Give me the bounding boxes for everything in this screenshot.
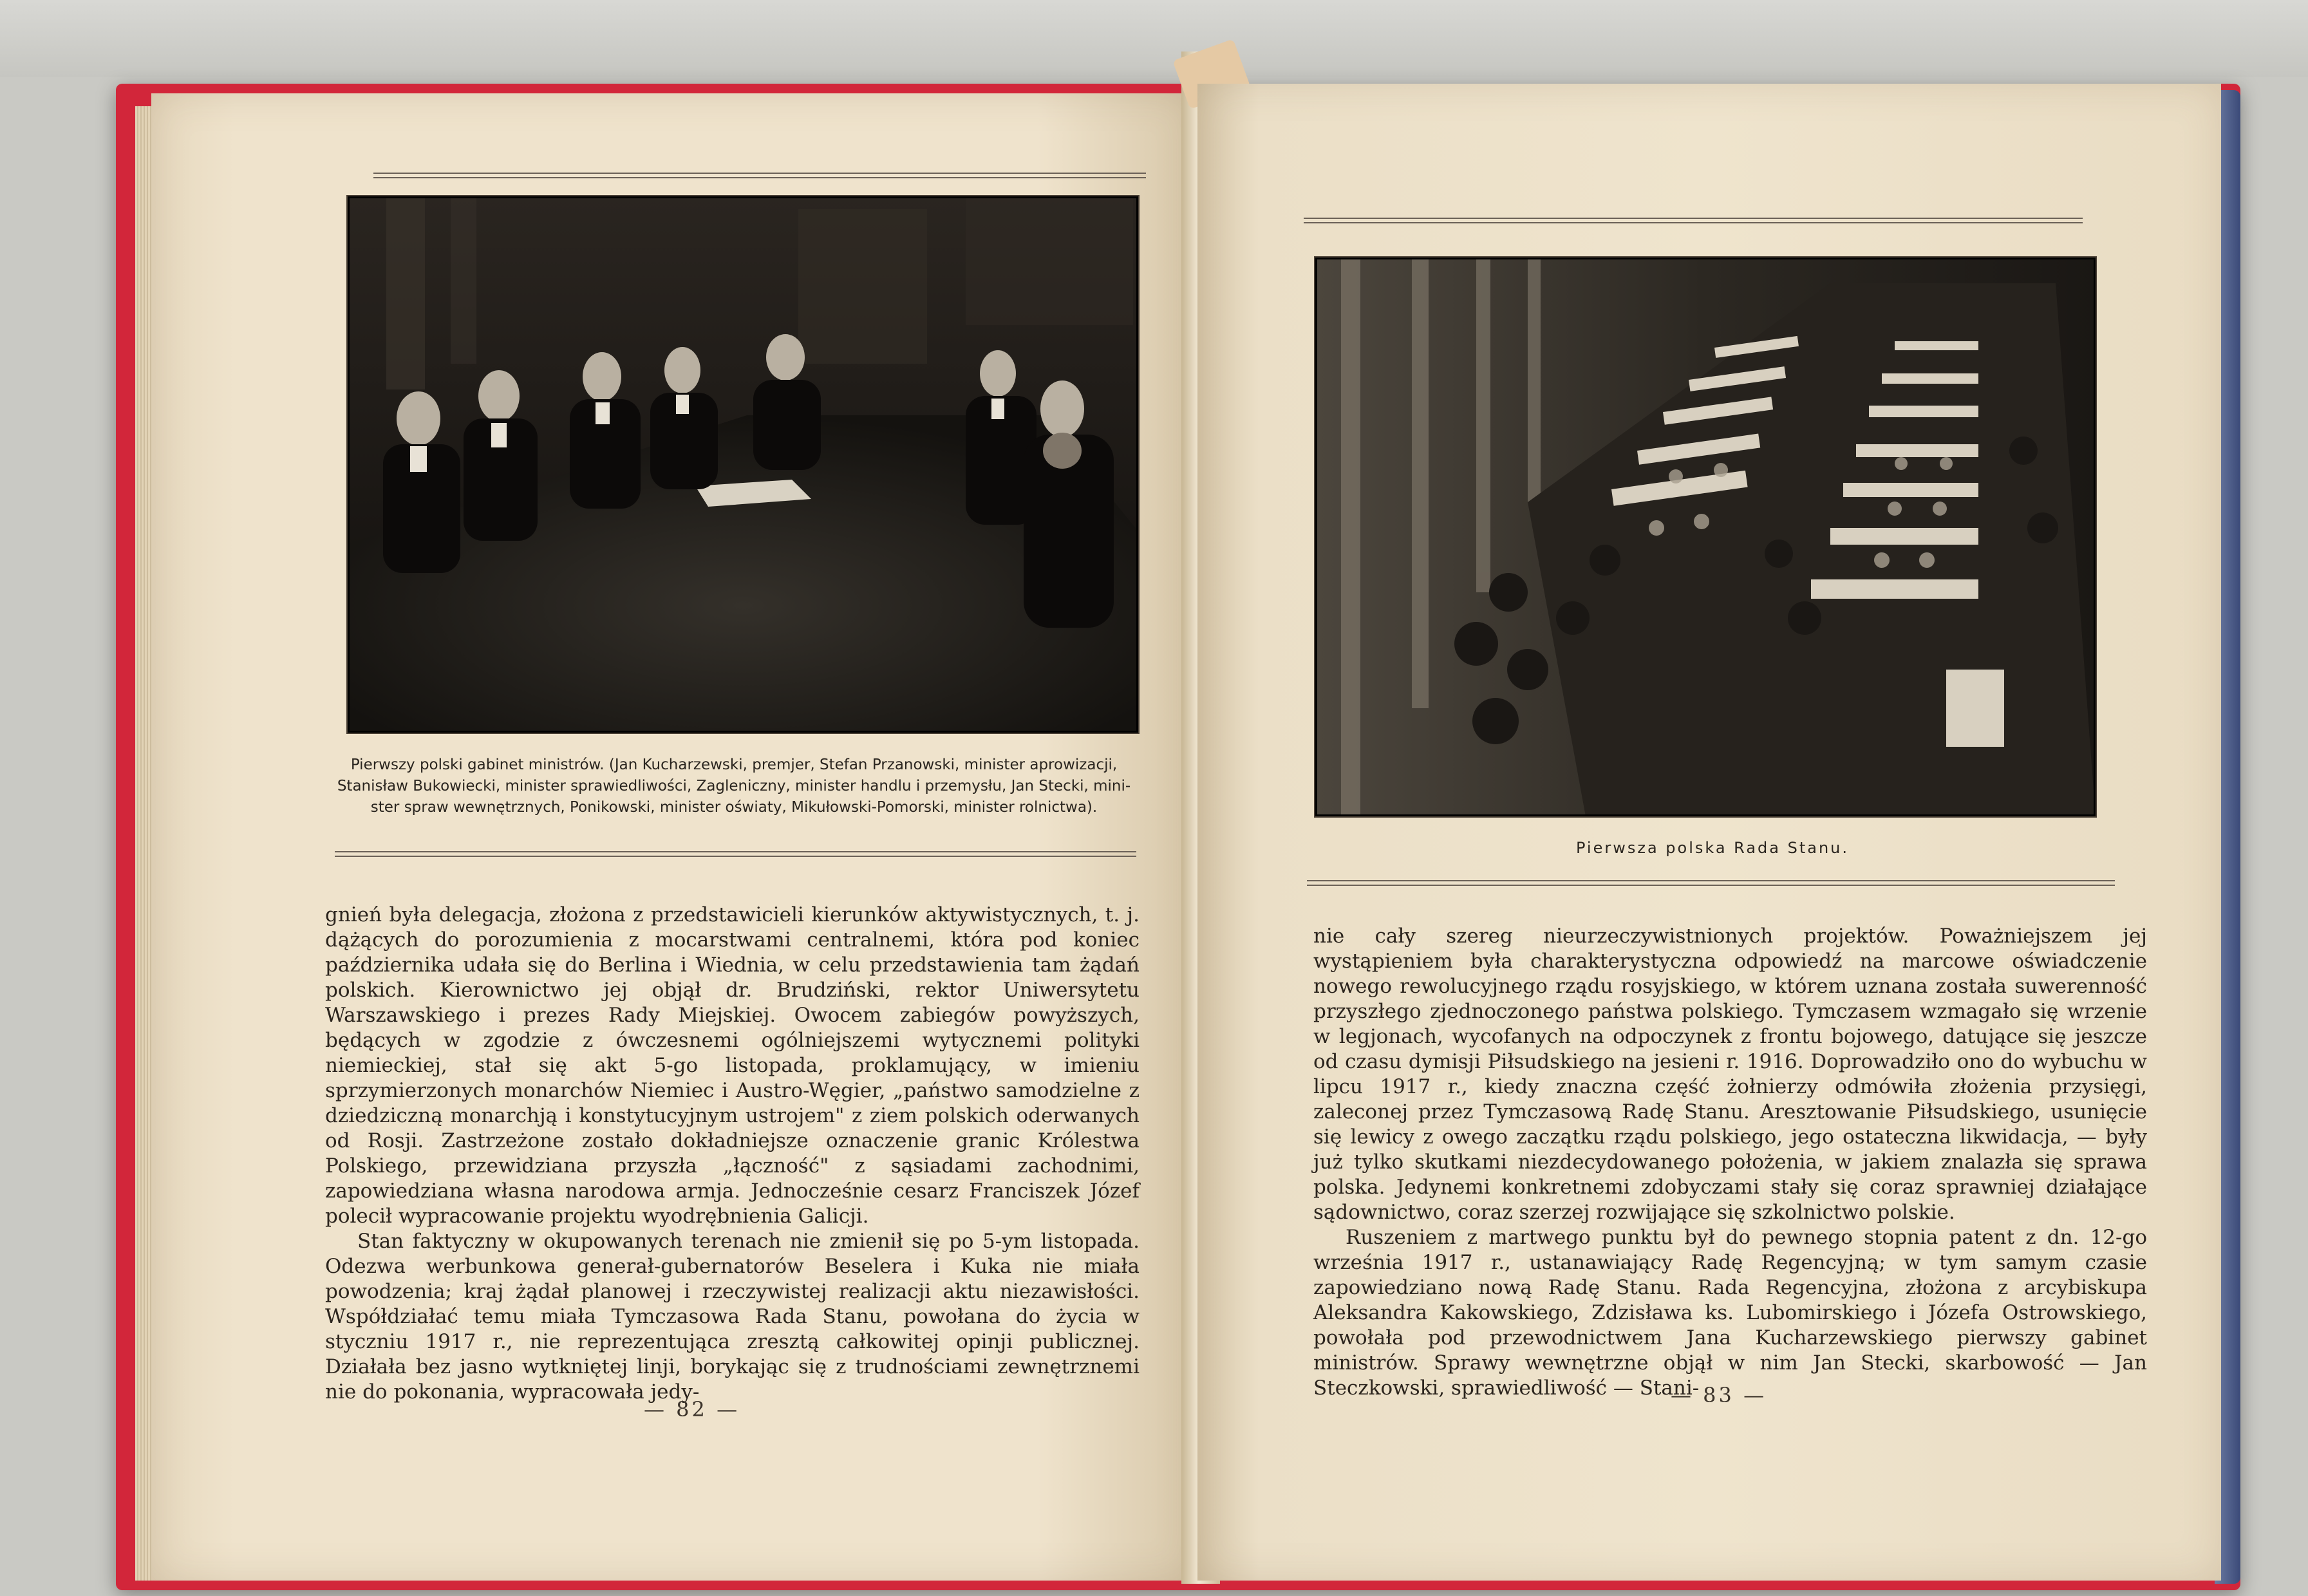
- page-number-left: — 82 —: [644, 1397, 740, 1422]
- right-page-text: [1313, 924, 2147, 1401]
- photo-caption-left: [328, 755, 1140, 818]
- paragraph: Stan faktyczny w okupowanych terenach nie zmienił się po 5-ym listopada. Odezwa werbunkowa generał-gubernatorów Beselera i Kuka nie miała powodzenia; kraj żądał planowej i rzeczywistej realizacji aktu niezawisłości. Współdziałać temu miała Tymczasowa Rada Stanu, powołana do życia w styczniu 1917 r., nie reprezentująca zresztą całkowitej opinji publicznej. Działała bez jasno wytkniętej linji, borykając się z trudnościami zewnętrznemi nie do pokonania, wypracowała jedy-: [325, 1230, 1140, 1404]
- top-rule-left: [373, 173, 1146, 174]
- paragraph: nie cały szereg nieurzeczywistnionych projektów. Poważniejszem jej wystąpieniem była charakterystyczna odpowiedź na marcowe oświadczenie nowego rewolucyjnego rządu rosyjskiego, w którem uznana została suwerenność przyszłego zjednoczonego państwa polskiego. Tymczasem wzmagało się wrzenie w legjonach, wycofanych na odpoczynek z frontu bojowego, datujące się jeszcze od czasu dymisji Piłsudskiego na jesieni r. 1916. Doprowadziło ono do wybuchu w lipcu 1917 r., kiedy znaczna część żołnierzy odmówiła złożenia przysięgi, zaleconej przez Tymczasową Radę Stanu. Aresztowanie Piłsudskiego, usunięcie się lewicy z owego zaczątku rządu polskiego, jego ostateczna likwidacja, — były już tylko skutkami niezdecydowanego położenia, w jakiem znalazła się sprawa polska. Jedynemi konkretnemi zdobyczami stały się coraz sprawniej działające sądownictwo, coraz szerzej rozwijające się szkolnictwo polskie.: [1313, 925, 2147, 1224]
- table-surface: [0, 0, 2308, 77]
- paragraph: gnień była delegacja, złożona z przedstawicieli kierunków aktywistycznych, t. j. dążących do porozumienia z mocarstwami centralnemi, która pod koniec października udała się do Berlina i Wiednia, w celu przedstawienia tam żądań polskich. Kierownictwo jej objął dr. Brudziński, rektor Uniwersytetu Warszawskiego i prezes Rady Miejskiej. Owocem zabiegów powyższych, będących w zgodzie z ówczesnemi ogólniejszemi wytycznemi polityki niemieckiej, stał się akt 5-go listopada, proklamujący, w imieniu sprzymierzonych monarchów Niemiec i Austro-Węgier, „państwo samodzielne z dziedziczną monarchją i konstytucyjnym ustrojem" z ziem polskich oderwanych od Rosji. Zastrzeżone zostało dokładniejsze oznaczenie granic Królestwa Polskiego, przewidziana przyszła „łączność" z sąsiadami zachodnimi, zapowiedziana własna narodowa armja. Jednocześnie cesarz Franciszek Józef polecił wypracowanie projektu wyodrębnienia Galicji.: [325, 903, 1140, 1228]
- council-photo: [1315, 258, 2096, 816]
- caption-rule-left: [335, 851, 1136, 852]
- page-number-right: — 83 —: [1671, 1383, 1767, 1407]
- cabinet-photo: [348, 196, 1138, 733]
- caption-line: ster spraw wewnętrznych, Ponikowski, minister oświaty, Mikułowski-Pomorski, minister rolnictwa).: [370, 799, 1098, 816]
- paragraph: Ruszeniem z martwego punktu był do pewnego stopnia patent z dn. 12-go września 1917 r., ustanawiający Radę Regencyjną; w tym samym czasie zapowiedziano nową Radę Stanu. Rada Regencyjna, złożona z arcybiskupa Aleksandra Kakowskiego, Zdzisława ks. Lubomirskiego i Józefa Ostrowskiego, powołała pod przewodnictwem Jana Kucharzewskiego pierwszy gabinet ministrów. Sprawy wewnętrzne objął w nim Jan Stecki, skarbowość — Jan Steczkowski, sprawiedliwość — Stani-: [1313, 1226, 2147, 1400]
- caption-rule-right: [1307, 880, 2115, 881]
- left-page-text: [325, 903, 1140, 1405]
- photo-caption-right: Pierwsza polska Rada Stanu.: [1575, 839, 1850, 857]
- top-rule-right: [1304, 218, 2083, 219]
- caption-line: Stanisław Bukowiecki, minister sprawiedliwości, Zaglenicz​ny, minister handlu i przemysłu, Jan Stecki, mini-: [337, 778, 1131, 794]
- caption-line: Pierwszy polski gabinet ministrów. (Jan Kucharzewski, premjer, Stefan Przanowski, minister aprowizacji,: [350, 756, 1118, 773]
